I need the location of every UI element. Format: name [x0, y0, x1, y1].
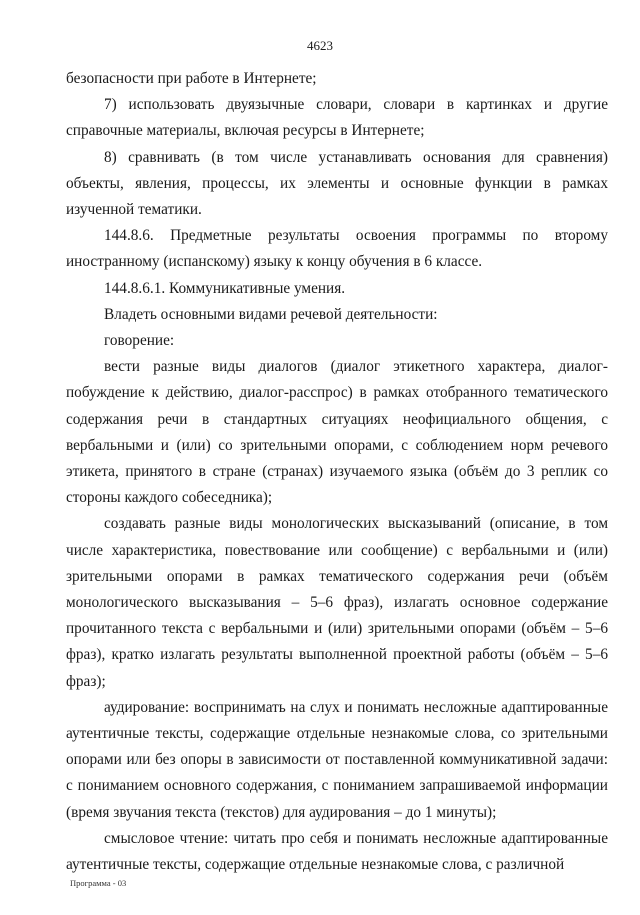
paragraph: смысловое чтение: читать про себя и понимать несложные адаптированные аутентичные тексты, содержащие отдельные незнакомые слова, с различной: [66, 829, 608, 874]
paragraph: говорение:: [104, 332, 175, 350]
section-heading: 144.8.6.1. Коммуникативные умения.: [104, 279, 346, 297]
paragraph: создавать разные виды монологических высказываний (описание, в том числе характеристика, повествование или сообщение) с вербальными и (или) зрительными опорами в рамках тематического содержания речи (объём монологического высказывания – 5–6 фраз), излагать основное содержание прочитанного текста с вербальными и (или) зрительными опорами (объём – 5–6 фраз), кратко излагать результаты выполненной проектной работы (объём – 5–6 фраз);: [66, 515, 608, 690]
paragraph: 144.8.6. Предметные результаты освоения программы по второму иностранному (испанскому) языку к концу обучения в 6 классе.: [66, 227, 608, 271]
page-footer: Программа - 03: [70, 878, 127, 888]
paragraph: 7) использовать двуязычные словари, словари в картинках и другие справочные материалы, включая ресурсы в Интернете;: [66, 96, 608, 140]
paragraph: вести разные виды диалогов (диалог этикетного характера, диалог-побуждение к действию, диалог-расспрос) в рамках отобранного тематического содержания речи в стандартных ситуациях неофициального общения, с вербальными и (или) со зрительными опорами, с соблюдением норм речевого этикета, принятого в стране (странах) изучаемого языка (объём до 3 реплик со стороны каждого собеседника);: [66, 358, 608, 507]
paragraph: 8) сравнивать (в том числе устанавливать основания для сравнения) объекты, явления, процессы, их элементы и основные функции в рамках изученной тематики.: [66, 148, 608, 219]
paragraph: Владеть основными видами речевой деятельности:: [104, 305, 438, 323]
paragraph: аудирование: воспринимать на слух и понимать несложные адаптированные аутентичные тексты, содержащие отдельные незнакомые слова, со зрительными опорами или без опоры в зависимости от поставленной коммуникативной задачи: с пониманием основного содержания, с пониманием запрашиваемой информации (время звучания текста (текстов) для аудирования – до 1 минуты);: [66, 698, 608, 821]
page-number: 4623: [307, 38, 333, 53]
paragraph: безопасности при работе в Интернете;: [66, 70, 317, 87]
document-body: [66, 66, 608, 878]
